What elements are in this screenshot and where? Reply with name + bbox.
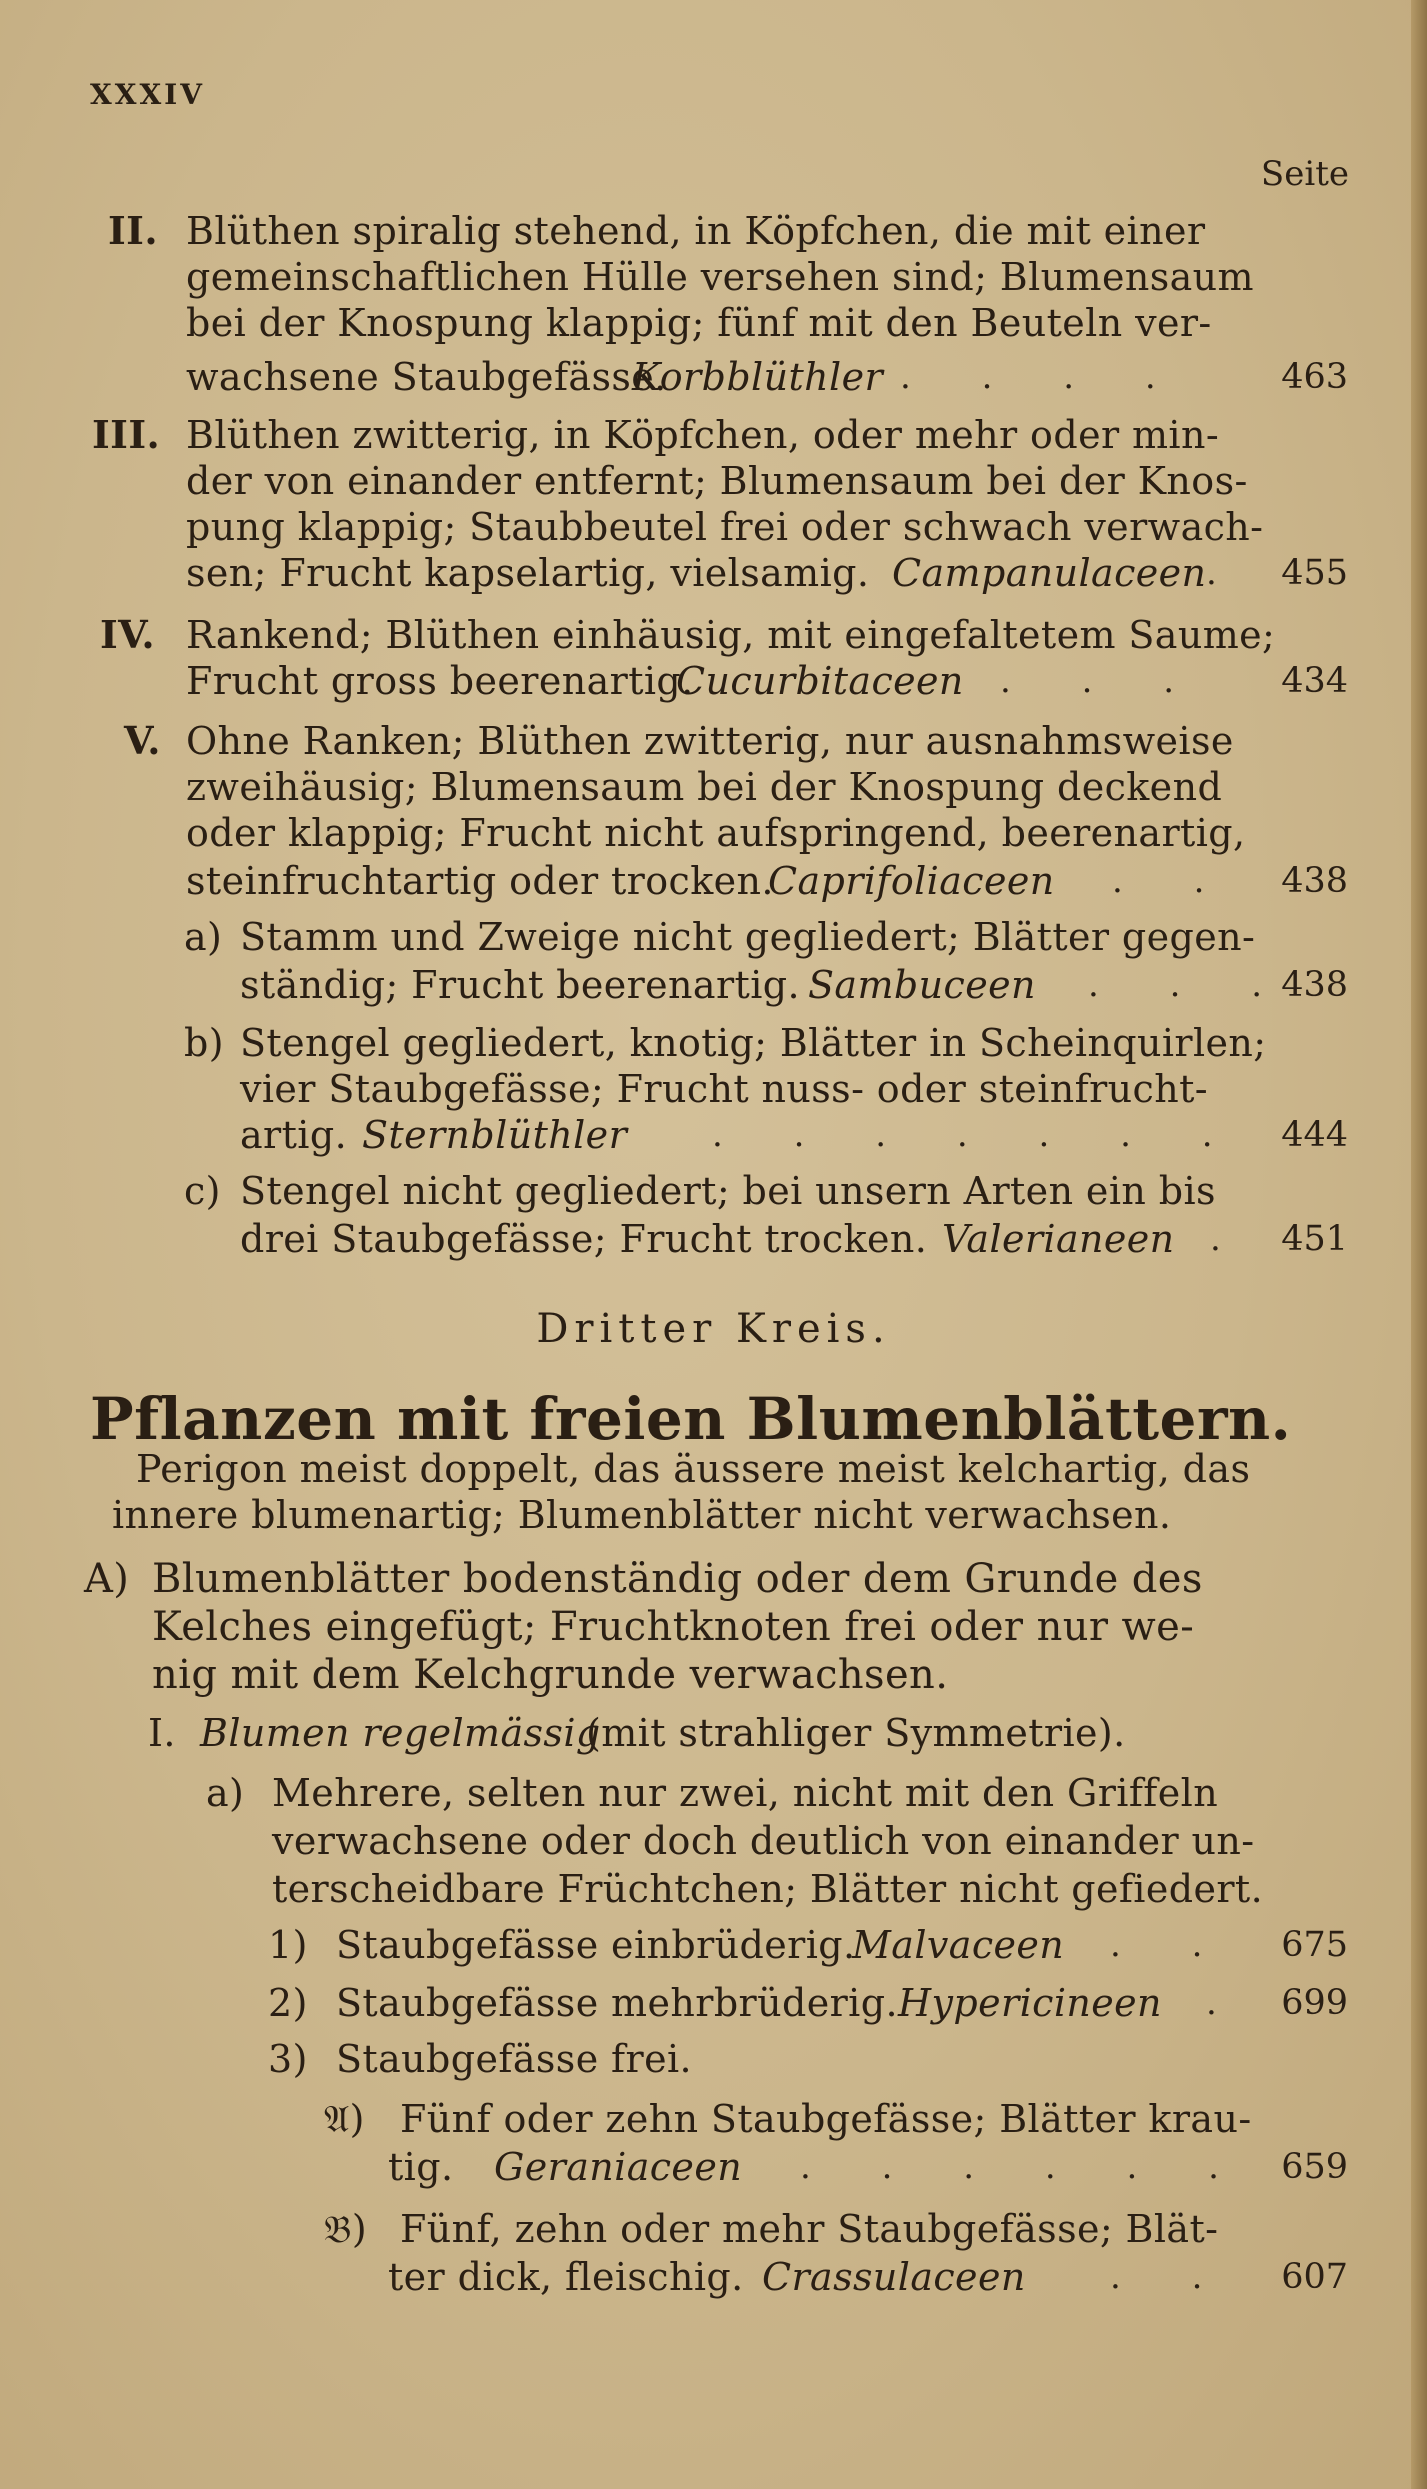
family-name: Cucurbitaceen (676, 659, 964, 703)
group-line: Kelches eingefügt; Fruchtknoten frei oder nur we- (152, 1604, 1195, 1650)
fraktur-line: tig. (388, 2145, 454, 2189)
leader-dots: . . (1110, 1925, 1233, 1965)
subgroup-note: (mit strahliger Symmetrie). (586, 1711, 1126, 1755)
subentry-number: b) (184, 1021, 224, 1065)
subgroup-a-line: Mehrere, selten nur zwei, nicht mit den Griffeln (272, 1771, 1219, 1815)
leader-dots: . . (1112, 861, 1235, 901)
entry-number: IV. (100, 612, 156, 657)
subentry-line: vier Staubgefässe; Frucht nuss- oder steinfrucht- (240, 1067, 1208, 1111)
leader-dots: . . . . (900, 357, 1186, 397)
fraktur-line: ter dick, fleischig. (388, 2255, 744, 2299)
entry-line: Rankend; Blüthen einhäusig, mit eingefaltetem Saume; (186, 613, 1276, 657)
page-reference: 699 (1281, 1983, 1348, 2023)
page-reference: 455 (1281, 553, 1348, 593)
family-name: Caprifoliaceen (768, 859, 1055, 903)
section-intro: Perigon meist doppelt, das äussere meist kelchartig, das (136, 1447, 1251, 1491)
page-reference: 434 (1281, 661, 1348, 701)
subgroup-title: Blumen regelmässig (200, 1711, 601, 1755)
entry-line: bei der Knospung klappig; fünf mit den Beuteln ver- (186, 301, 1212, 345)
entry-line: sen; Frucht kapselartig, vielsamig. (186, 551, 870, 595)
page-reference: 451 (1281, 1219, 1348, 1259)
family-name: Hypericineen (898, 1981, 1162, 2025)
page-reference: 444 (1281, 1115, 1348, 1155)
subgroup-number: I. (148, 1711, 176, 1755)
section-heading: Pflanzen mit freien Blumenblättern. (90, 1385, 1292, 1453)
page-edge (1411, 0, 1427, 2489)
subentry-number: a) (184, 915, 223, 959)
family-name: Crassulaceen (762, 2255, 1026, 2299)
entry-line: Frucht gross beerenartig. (186, 659, 694, 703)
subentry-line: ständig; Frucht beerenartig. (240, 963, 800, 1007)
seite-label: Seite (1260, 154, 1349, 194)
subentry-number: c) (184, 1169, 221, 1213)
family-name: Sternblüthler (362, 1113, 628, 1157)
entry-line: Blüthen spiralig stehend, in Köpfchen, die mit einer (186, 209, 1206, 253)
section-kreis: Dritter Kreis. (536, 1306, 891, 1352)
page-reference: 438 (1281, 861, 1348, 901)
entry-line: wachsene Staubgefässe. (186, 355, 667, 399)
page-number: XXXIV (90, 78, 205, 111)
entry-line: Ohne Ranken; Blüthen zwitterig, nur ausnahmsweise (186, 719, 1234, 763)
entry-number: V. (124, 718, 161, 763)
leader-dots: . . . . . . (800, 2147, 1249, 2187)
numbered-number: 3) (268, 2037, 308, 2081)
page-reference: 463 (1281, 357, 1348, 397)
family-name: Malvaceen (852, 1923, 1065, 1967)
numbered-number: 1) (268, 1923, 308, 1967)
leader-dots: . . . (1000, 661, 1205, 701)
leader-dots: . (1206, 1983, 1247, 2023)
numbered-number: 2) (268, 1981, 308, 2025)
entry-line: pung klappig; Staubbeutel frei oder schwach verwach- (186, 505, 1264, 549)
entry-number: III. (92, 412, 161, 457)
entry-line: Blüthen zwitterig, in Köpfchen, oder mehr oder min- (186, 413, 1220, 457)
family-name: Campanulaceen (892, 551, 1207, 595)
family-name: Valerianeen (942, 1217, 1175, 1261)
family-name: Sambuceen (808, 963, 1036, 1007)
leader-dots: . . . . . . . (712, 1115, 1243, 1155)
subgroup-a-line: terscheidbare Früchtchen; Blätter nicht gefiedert. (272, 1867, 1264, 1911)
numbered-text: Staubgefässe mehrbrüderig. (336, 1981, 898, 2025)
group-number: A) (84, 1556, 130, 1602)
subentry-line: Stengel gegliedert, knotig; Blätter in Scheinquirlen; (240, 1021, 1267, 1065)
entry-line: gemeinschaftlichen Hülle versehen sind; Blumensaum (186, 255, 1254, 299)
page-reference: 659 (1281, 2147, 1348, 2187)
entry-number: II. (108, 208, 158, 253)
entry-line: der von einander entfernt; Blumensaum bei der Knos- (186, 459, 1248, 503)
leader-dots: . (1206, 553, 1247, 593)
subentry-line: Stengel nicht gegliedert; bei unsern Arten ein bis (240, 1169, 1216, 1213)
section-intro: innere blumenartig; Blumenblätter nicht verwachsen. (112, 1493, 1172, 1537)
fraktur-line: Fünf oder zehn Staubgefässe; Blätter krau- (400, 2097, 1252, 2141)
group-line: nig mit dem Kelchgrunde verwachsen. (152, 1652, 949, 1698)
entry-line: zweihäusig; Blumensaum bei der Knospung deckend (186, 765, 1223, 809)
numbered-text: Staubgefässe einbrüderig. (336, 1923, 856, 1967)
fraktur-line: Fünf, zehn oder mehr Staubgefässe; Blät- (400, 2207, 1219, 2251)
fraktur-number: 𝔄) (324, 2097, 365, 2141)
subgroup-a-number: a) (206, 1771, 245, 1815)
subentry-line: artig. (240, 1113, 348, 1157)
subentry-line: Stamm und Zweige nicht gegliedert; Blätter gegen- (240, 915, 1256, 959)
family-name: Geraniaceen (494, 2145, 743, 2189)
page-reference: 675 (1281, 1925, 1348, 1965)
entry-line: oder klappig; Frucht nicht aufspringend, beerenartig, (186, 811, 1246, 855)
entry-line: steinfruchtartig oder trocken. (186, 859, 774, 903)
leader-dots: . (1210, 1219, 1251, 1259)
subgroup-a-line: verwachsene oder doch deutlich von einander un- (272, 1819, 1255, 1863)
page-reference: 607 (1281, 2257, 1348, 2297)
numbered-text: Staubgefässe frei. (336, 2037, 693, 2081)
family-name: Korbblüthler (632, 355, 884, 399)
page-reference: 438 (1281, 965, 1348, 1005)
leader-dots: . . . (1088, 965, 1293, 1005)
group-line: Blumenblätter bodenständig oder dem Grunde des (152, 1556, 1203, 1602)
leader-dots: . . (1110, 2257, 1233, 2297)
subentry-line: drei Staubgefässe; Frucht trocken. (240, 1217, 928, 1261)
fraktur-number: 𝔅) (324, 2207, 368, 2251)
